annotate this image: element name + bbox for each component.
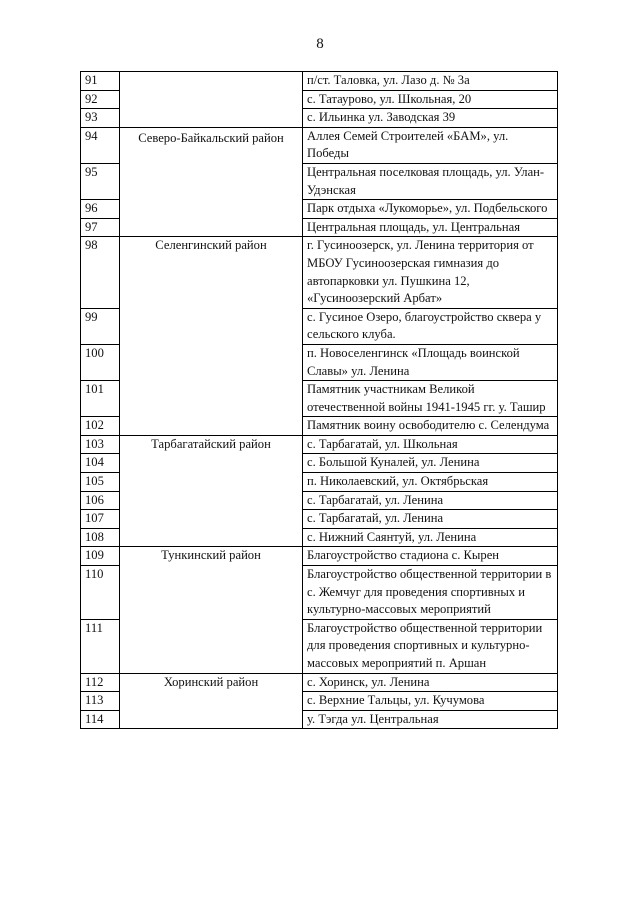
site-cell: Благоустройство общественной территории для проведения спортивных и культурно-массовых мероприятий п. Аршан xyxy=(303,619,558,673)
table-row xyxy=(81,673,558,692)
table-row xyxy=(81,237,558,308)
row-number: 109 xyxy=(81,547,120,566)
row-number: 92 xyxy=(81,90,120,109)
row-number: 104 xyxy=(81,454,120,473)
site-cell: Аллея Семей Строителей «БАМ», ул. Победы xyxy=(303,127,558,163)
district-cell: Тарбагатайский район xyxy=(120,435,303,547)
site-cell: с. Ильинка ул. Заводская 39 xyxy=(303,109,558,128)
site-cell: Благоустройство общественной территории в с. Жемчуг для проведения спортивных и культурно-массовых мероприятий xyxy=(303,566,558,620)
district-cell: Тункинский район xyxy=(120,547,303,673)
row-number: 105 xyxy=(81,473,120,492)
row-number: 102 xyxy=(81,417,120,436)
site-cell: с. Гусиное Озеро, благоустройство сквера у сельского клуба. xyxy=(303,308,558,344)
row-number: 100 xyxy=(81,344,120,380)
row-number: 99 xyxy=(81,308,120,344)
district-cell xyxy=(120,72,303,128)
row-number: 114 xyxy=(81,710,120,729)
site-cell: п. Николаевский, ул. Октябрьская xyxy=(303,473,558,492)
site-cell: г. Гусиноозерск, ул. Ленина территория от МБОУ Гусиноозерская гимназия до автопарковки ул. Пушкина 12, «Гусиноозерский Арбат» xyxy=(303,237,558,308)
row-number: 98 xyxy=(81,237,120,308)
table-row xyxy=(81,72,558,91)
site-cell: п/ст. Таловка, ул. Лазо д. № 3а xyxy=(303,72,558,91)
site-cell: Центральная поселковая площадь, ул. Улан-Удэнская xyxy=(303,163,558,199)
site-cell: с. Тарбагатай, ул. Школьная xyxy=(303,435,558,454)
site-cell: Центральная площадь, ул. Центральная xyxy=(303,218,558,237)
row-number: 91 xyxy=(81,72,120,91)
site-cell: с. Нижний Саянтуй, ул. Ленина xyxy=(303,528,558,547)
site-cell: у. Тэгда ул. Центральная xyxy=(303,710,558,729)
site-cell: с. Верхние Тальцы, ул. Кучумова xyxy=(303,692,558,711)
row-number: 111 xyxy=(81,619,120,673)
district-cell: Северо-Байкальский район xyxy=(120,127,303,237)
row-number: 94 xyxy=(81,127,120,163)
district-cell: Хоринский район xyxy=(120,673,303,729)
row-number: 106 xyxy=(81,491,120,510)
row-number: 95 xyxy=(81,163,120,199)
site-cell: п. Новоселенгинск «Площадь воинской Славы» ул. Ленина xyxy=(303,344,558,380)
site-cell: Памятник воину освободителю с. Селендума xyxy=(303,417,558,436)
district-cell: Селенгинский район xyxy=(120,237,303,436)
site-cell: с. Большой Куналей, ул. Ленина xyxy=(303,454,558,473)
site-cell: с. Тарбагатай, ул. Ленина xyxy=(303,510,558,529)
row-number: 113 xyxy=(81,692,120,711)
row-number: 103 xyxy=(81,435,120,454)
site-cell: с. Татаурово, ул. Школьная, 20 xyxy=(303,90,558,109)
row-number: 108 xyxy=(81,528,120,547)
row-number: 110 xyxy=(81,566,120,620)
row-number: 112 xyxy=(81,673,120,692)
table-row xyxy=(81,435,558,454)
row-number: 96 xyxy=(81,200,120,219)
table-row xyxy=(81,547,558,566)
registry-table xyxy=(80,71,558,729)
site-cell: с. Тарбагатай, ул. Ленина xyxy=(303,491,558,510)
row-number: 93 xyxy=(81,109,120,128)
table-row xyxy=(81,127,558,163)
row-number: 101 xyxy=(81,381,120,417)
site-cell: с. Хоринск, ул. Ленина xyxy=(303,673,558,692)
site-cell: Памятник участникам Великой отечественной войны 1941-1945 гг. у. Ташир xyxy=(303,381,558,417)
page-number: 8 xyxy=(316,36,324,52)
site-cell: Благоустройство стадиона с. Кырен xyxy=(303,547,558,566)
row-number: 97 xyxy=(81,218,120,237)
row-number: 107 xyxy=(81,510,120,529)
site-cell: Парк отдыха «Лукоморье», ул. Подбельского xyxy=(303,200,558,219)
